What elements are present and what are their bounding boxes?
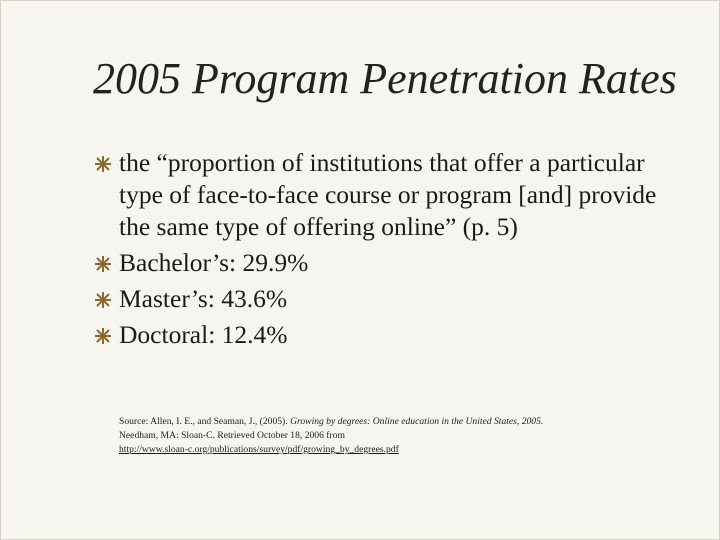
asterisk-bullet-icon xyxy=(95,156,111,172)
bullet-item-masters xyxy=(93,283,693,315)
bullet-text: Bachelor’s: 29.9% xyxy=(119,248,309,277)
source-prefix: Source: Allen, I. E., and Seaman, J., (2005). xyxy=(119,416,291,427)
source-citation xyxy=(119,415,689,457)
bullet-item-definition xyxy=(93,147,693,243)
source-publisher: Needham, MA: Sloan-C. Retrieved October 18, 2006 from xyxy=(119,430,345,441)
asterisk-bullet-icon xyxy=(95,328,111,344)
asterisk-bullet-icon xyxy=(95,256,111,272)
bullet-text: Doctoral: 12.4% xyxy=(119,320,288,349)
bullet-item-doctoral xyxy=(93,319,693,351)
bullet-text: the “proportion of institutions that offer a particular type of face-to-face course or program [and] provide the same type of offering online” (p. 5) xyxy=(119,148,657,241)
source-url-link[interactable]: http://www.sloan-c.org/publications/survey/pdf/growing_by_degrees.pdf xyxy=(119,444,399,455)
source-book-title: Growing by degrees: Online education in the United States, 2005. xyxy=(290,416,544,427)
bullet-list xyxy=(93,147,693,355)
slide-title: 2005 Program Penetration Rates xyxy=(93,54,677,103)
asterisk-bullet-icon xyxy=(95,292,111,308)
bullet-item-bachelors xyxy=(93,247,693,279)
bullet-text: Master’s: 43.6% xyxy=(119,284,288,313)
